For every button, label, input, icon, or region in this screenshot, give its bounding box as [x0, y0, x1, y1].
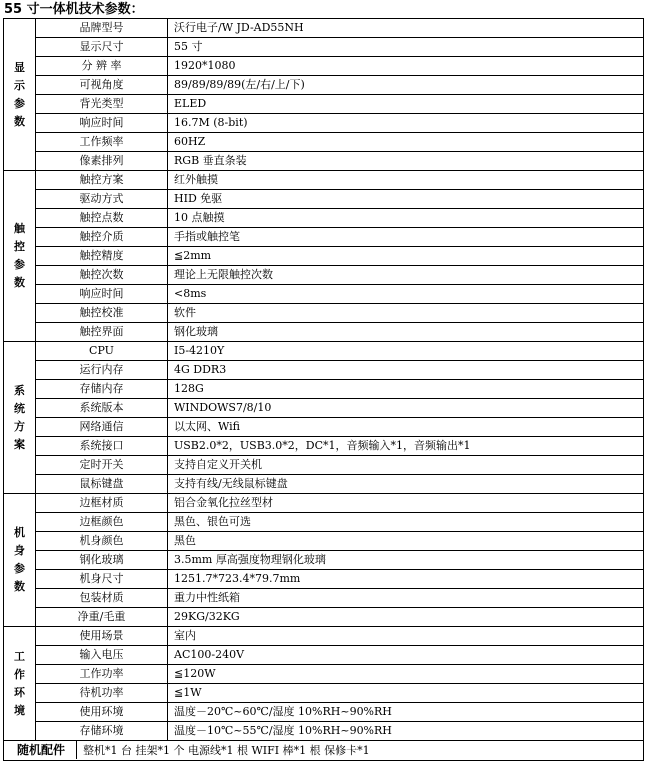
spec-value: 以太网、Wifi	[168, 418, 644, 437]
spec-row	[4, 665, 644, 684]
spec-row	[4, 551, 644, 570]
spec-row	[4, 76, 644, 95]
accessories-label: 随机配件	[6, 741, 77, 759]
spec-label: 分 辨 率	[36, 57, 168, 76]
section-heading-char: 案	[14, 437, 25, 451]
spec-label: 使用环境	[36, 703, 168, 722]
spec-value: 温度－10℃~55℃/湿度 10%RH~90%RH	[168, 722, 644, 741]
spec-row	[4, 152, 644, 171]
spec-label: 运行内存	[36, 361, 168, 380]
spec-row	[4, 190, 644, 209]
spec-value: ≦120W	[168, 665, 644, 684]
section-heading-char: 身	[14, 544, 25, 557]
section-heading-char: 控	[14, 240, 25, 253]
spec-value: HID 免驱	[168, 190, 644, 209]
spec-label: 驱动方式	[36, 190, 168, 209]
spec-label: 品牌型号	[36, 19, 168, 38]
spec-row	[4, 646, 644, 665]
spec-value: 10 点触摸	[168, 209, 644, 228]
accessories-cell	[4, 741, 644, 761]
spec-row	[4, 19, 644, 38]
spec-value: 沃行电子/W JD-AD55NH	[168, 19, 644, 38]
spec-value: 钢化玻璃	[168, 323, 644, 342]
section-heading	[4, 19, 36, 171]
spec-row	[4, 228, 644, 247]
spec-value: 16.7M (8-bit)	[168, 114, 644, 133]
spec-row	[4, 532, 644, 551]
spec-row	[4, 38, 644, 57]
spec-label: 系统接口	[36, 437, 168, 456]
section-heading-char: 显	[14, 60, 25, 74]
spec-value: WINDOWS7/8/10	[168, 399, 644, 418]
section-heading-char: 统	[14, 401, 25, 415]
spec-value: 温度－20℃~60℃/湿度 10%RH~90%RH	[168, 703, 644, 722]
spec-value: 1920*1080	[168, 57, 644, 76]
section-heading	[4, 627, 36, 741]
spec-value: ≦1W	[168, 684, 644, 703]
section-heading-char: 示	[14, 78, 25, 92]
spec-label: 触控次数	[36, 266, 168, 285]
spec-value: 软件	[168, 304, 644, 323]
section-heading-char: 触	[14, 222, 25, 235]
spec-label: 使用场景	[36, 627, 168, 646]
spec-label: 机身尺寸	[36, 570, 168, 589]
spec-table	[3, 18, 644, 761]
spec-label: 工作功率	[36, 665, 168, 684]
spec-value: 128G	[168, 380, 644, 399]
spec-value: USB2.0*2，USB3.0*2，DC*1，音频输入*1，音频输出*1	[168, 437, 644, 456]
spec-value: 4G DDR3	[168, 361, 644, 380]
spec-value: 60HZ	[168, 133, 644, 152]
spec-label: 待机功率	[36, 684, 168, 703]
spec-label: 触控界面	[36, 323, 168, 342]
spec-label: 工作频率	[36, 133, 168, 152]
spec-value: 黑色、银色可选	[168, 513, 644, 532]
section-heading-char: 数	[14, 276, 25, 289]
spec-row	[4, 57, 644, 76]
spec-label: 钢化玻璃	[36, 551, 168, 570]
spec-row	[4, 323, 644, 342]
section-heading	[4, 494, 36, 627]
section-heading-char: 数	[14, 580, 25, 593]
spec-row	[4, 266, 644, 285]
spec-value: 支持自定义开关机	[168, 456, 644, 475]
spec-row	[4, 627, 644, 646]
spec-label: 可视角度	[36, 76, 168, 95]
spec-value: 支持有线/无线鼠标键盘	[168, 475, 644, 494]
spec-label: 触控点数	[36, 209, 168, 228]
spec-label: 显示尺寸	[36, 38, 168, 57]
section-heading-char: 数	[14, 114, 25, 128]
spec-label: 像素排列	[36, 152, 168, 171]
spec-row	[4, 456, 644, 475]
section-heading-char: 作	[14, 667, 25, 681]
section-heading-char: 参	[14, 96, 25, 110]
spec-label: 触控方案	[36, 171, 168, 190]
spec-label: 机身颜色	[36, 532, 168, 551]
spec-value: ≦2mm	[168, 247, 644, 266]
spec-value: ELED	[168, 95, 644, 114]
spec-row	[4, 703, 644, 722]
section-heading-char: 环	[14, 685, 25, 699]
spec-row	[4, 722, 644, 741]
spec-row	[4, 361, 644, 380]
spec-value: 室内	[168, 627, 644, 646]
spec-label: 边框颜色	[36, 513, 168, 532]
spec-value: 3.5mm 厚高强度物理钢化玻璃	[168, 551, 644, 570]
section-heading-char: 境	[14, 703, 25, 717]
spec-value: 手指或触控笔	[168, 228, 644, 247]
spec-label: 鼠标键盘	[36, 475, 168, 494]
spec-value: I5-4210Y	[168, 342, 644, 361]
spec-row	[4, 342, 644, 361]
spec-value: 55 寸	[168, 38, 644, 57]
section-heading	[4, 342, 36, 494]
spec-value: 89/89/89/89(左/右/上/下)	[168, 76, 644, 95]
section-heading-char: 工	[14, 649, 25, 663]
spec-label: 触控精度	[36, 247, 168, 266]
section-heading-char: 机	[14, 526, 25, 539]
spec-row	[4, 285, 644, 304]
spec-row	[4, 399, 644, 418]
spec-row	[4, 171, 644, 190]
spec-row	[4, 209, 644, 228]
accessories-value: 整机*1 台 挂架*1 个 电源线*1 根 WIFI 棒*1 根 保修卡*1	[83, 744, 370, 757]
spec-label: 定时开关	[36, 456, 168, 475]
spec-row	[4, 513, 644, 532]
spec-value: RGB 垂直条装	[168, 152, 644, 171]
spec-row	[4, 418, 644, 437]
spec-label: 响应时间	[36, 285, 168, 304]
spec-value: <8ms	[168, 285, 644, 304]
spec-value: AC100-240V	[168, 646, 644, 665]
section-heading-char: 系	[14, 383, 25, 397]
spec-label: 输入电压	[36, 646, 168, 665]
section-heading-char: 方	[14, 419, 25, 433]
spec-value: 理论上无限触控次数	[168, 266, 644, 285]
section-heading	[4, 171, 36, 342]
spec-value: 铝合金氧化拉丝型材	[168, 494, 644, 513]
spec-row	[4, 95, 644, 114]
spec-value: 重力中性纸箱	[168, 589, 644, 608]
spec-row	[4, 475, 644, 494]
spec-row	[4, 247, 644, 266]
spec-label: 包装材质	[36, 589, 168, 608]
spec-row	[4, 570, 644, 589]
spec-row	[4, 304, 644, 323]
spec-label: 净重/毛重	[36, 608, 168, 627]
spec-label: CPU	[36, 342, 168, 361]
spec-row	[4, 589, 644, 608]
spec-row	[4, 684, 644, 703]
spec-label: 触控校准	[36, 304, 168, 323]
spec-label: 响应时间	[36, 114, 168, 133]
page-title: 55 寸一体机技术参数：	[4, 2, 144, 17]
spec-row	[4, 133, 644, 152]
spec-value: 1251.7*723.4*79.7mm	[168, 570, 644, 589]
spec-label: 系统版本	[36, 399, 168, 418]
spec-row	[4, 608, 644, 627]
accessories-row	[4, 741, 644, 761]
spec-value: 黑色	[168, 532, 644, 551]
spec-label: 网络通信	[36, 418, 168, 437]
spec-row	[4, 380, 644, 399]
spec-label: 存储内存	[36, 380, 168, 399]
spec-value: 红外触摸	[168, 171, 644, 190]
spec-row	[4, 494, 644, 513]
section-heading-char: 参	[14, 258, 25, 271]
spec-label: 边框材质	[36, 494, 168, 513]
spec-value: 29KG/32KG	[168, 608, 644, 627]
spec-label: 触控介质	[36, 228, 168, 247]
spec-label: 存储环境	[36, 722, 168, 741]
spec-row	[4, 114, 644, 133]
section-heading-char: 参	[14, 562, 25, 575]
spec-label: 背光类型	[36, 95, 168, 114]
spec-row	[4, 437, 644, 456]
